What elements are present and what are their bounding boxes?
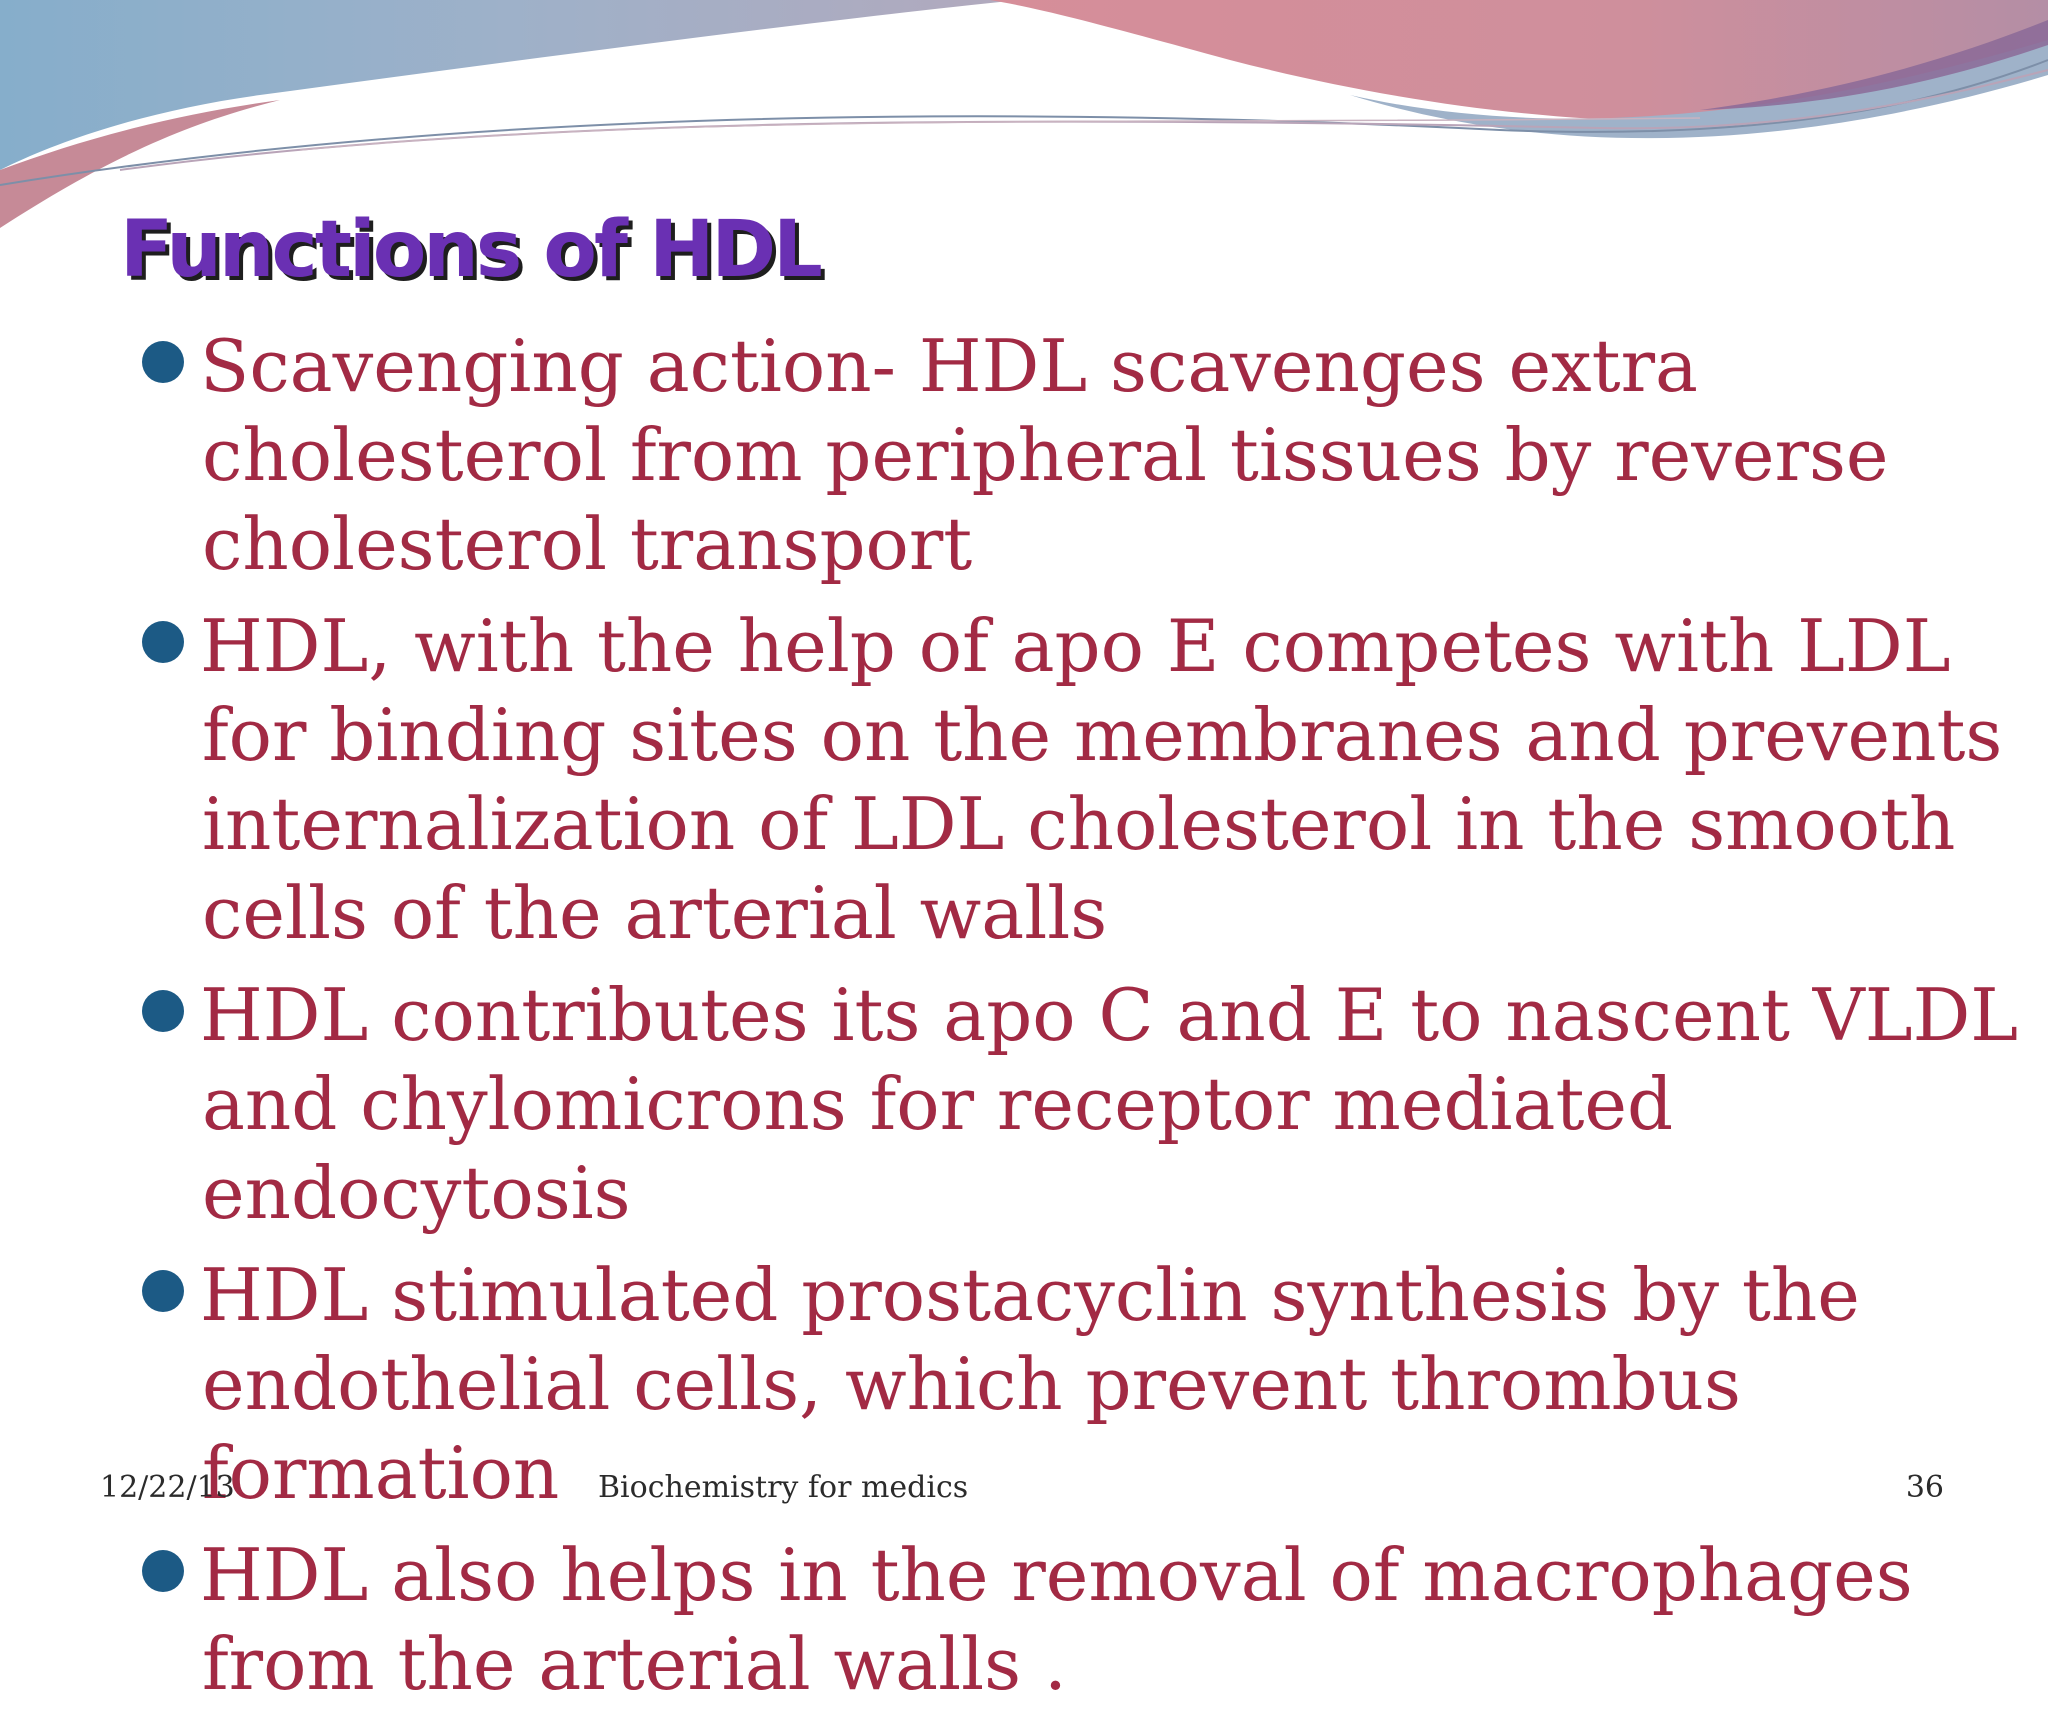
bullet-list <box>140 322 2020 1722</box>
bullet-item <box>140 602 2020 958</box>
bullet-item <box>140 322 2020 589</box>
bullet-dot-icon <box>142 1270 184 1312</box>
bullet-text: HDL contributes its apo C and E to nascent VLDL and chylomicrons for receptor mediated endocytosis <box>200 973 2019 1235</box>
bullet-item <box>140 1251 2020 1518</box>
bullet-item <box>140 1531 2020 1709</box>
header-wave-decoration <box>0 0 2048 240</box>
bullet-text: HDL, with the help of apo E competes with LDL for binding sites on the membranes and prevents internalization of LDL cholesterol in the smooth cells of the arterial walls <box>200 604 2003 955</box>
bullet-dot-icon <box>142 621 184 663</box>
slide-title: Functions of HDL <box>120 205 820 295</box>
bullet-item <box>140 971 2020 1238</box>
footer-title: Biochemistry for medics <box>598 1470 969 1505</box>
bullet-dot-icon <box>142 1550 184 1592</box>
bullet-text: Scavenging action- HDL scavenges extra cholesterol from peripheral tissues by reverse cholesterol transport <box>200 324 1889 586</box>
bullet-text: HDL also helps in the removal of macrophages from the arterial walls . <box>200 1533 1913 1706</box>
bullet-dot-icon <box>142 341 184 383</box>
page-number: 36 <box>1905 1470 1944 1505</box>
bullet-text: HDL stimulated prostacyclin synthesis by the endothelial cells, which prevent thrombus formation <box>200 1253 1860 1515</box>
bullet-dot-icon <box>142 990 184 1032</box>
footer-date: 12/22/13 <box>100 1470 235 1505</box>
